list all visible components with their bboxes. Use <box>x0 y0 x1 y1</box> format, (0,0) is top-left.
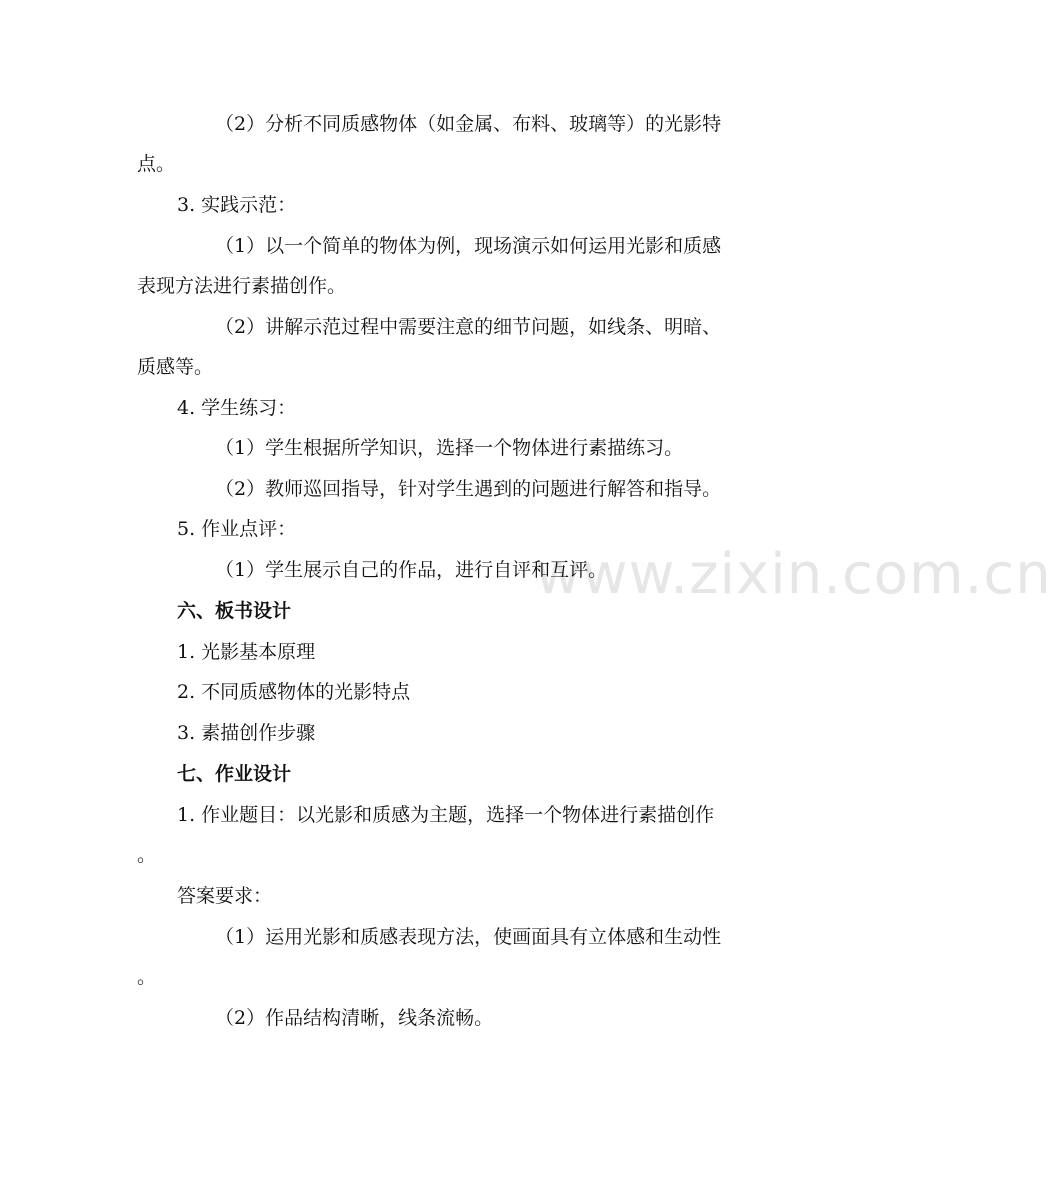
item-5-homework-review: 5. 作业点评： <box>177 518 297 540</box>
text-line-17: 。 <box>137 844 157 866</box>
board-item-3: 3. 素描创作步骤 <box>177 722 316 744</box>
text-line-21: （2）作品结构清晰，线条流畅。 <box>215 1007 494 1029</box>
text-line-19: （1）运用光影和质感表现方法，使画面具有立体感和生动性 <box>215 926 722 948</box>
item-3-practice-demo: 3. 实践示范： <box>177 194 297 216</box>
text-line-9: （1）学生根据所学知识，选择一个物体进行素描练习。 <box>215 437 684 459</box>
watermark: www.zixin.com.cn <box>535 542 1052 607</box>
text-line-1: （2）分析不同质感物体（如金属、布料、玻璃等）的光影特 <box>215 113 722 135</box>
answer-requirements-label: 答案要求： <box>177 885 273 907</box>
text-line-12: （1）学生展示自己的作品，进行自评和互评。 <box>215 559 608 581</box>
text-line-4: （1）以一个简单的物体为例，现场演示如何运用光影和质感 <box>215 235 722 257</box>
text-line-20: 。 <box>137 966 157 988</box>
board-item-2: 2. 不同质感物体的光影特点 <box>177 681 411 703</box>
item-4-student-practice: 4. 学生练习： <box>177 397 297 419</box>
text-line-5: 表现方法进行素描创作。 <box>137 275 347 297</box>
homework-topic: 1. 作业题目：以光影和质感为主题，选择一个物体进行素描创作 <box>177 804 715 826</box>
section-heading-board-design: 六、板书设计 <box>177 600 292 622</box>
text-line-7: 质感等。 <box>137 356 214 378</box>
text-line-2: 点。 <box>137 153 176 175</box>
board-item-1: 1. 光影基本原理 <box>177 641 316 663</box>
text-line-6: （2）讲解示范过程中需要注意的细节问题，如线条、明暗、 <box>215 316 722 338</box>
section-heading-homework-design: 七、作业设计 <box>177 763 292 785</box>
text-line-10: （2）教师巡回指导，针对学生遇到的问题进行解答和指导。 <box>215 478 722 500</box>
